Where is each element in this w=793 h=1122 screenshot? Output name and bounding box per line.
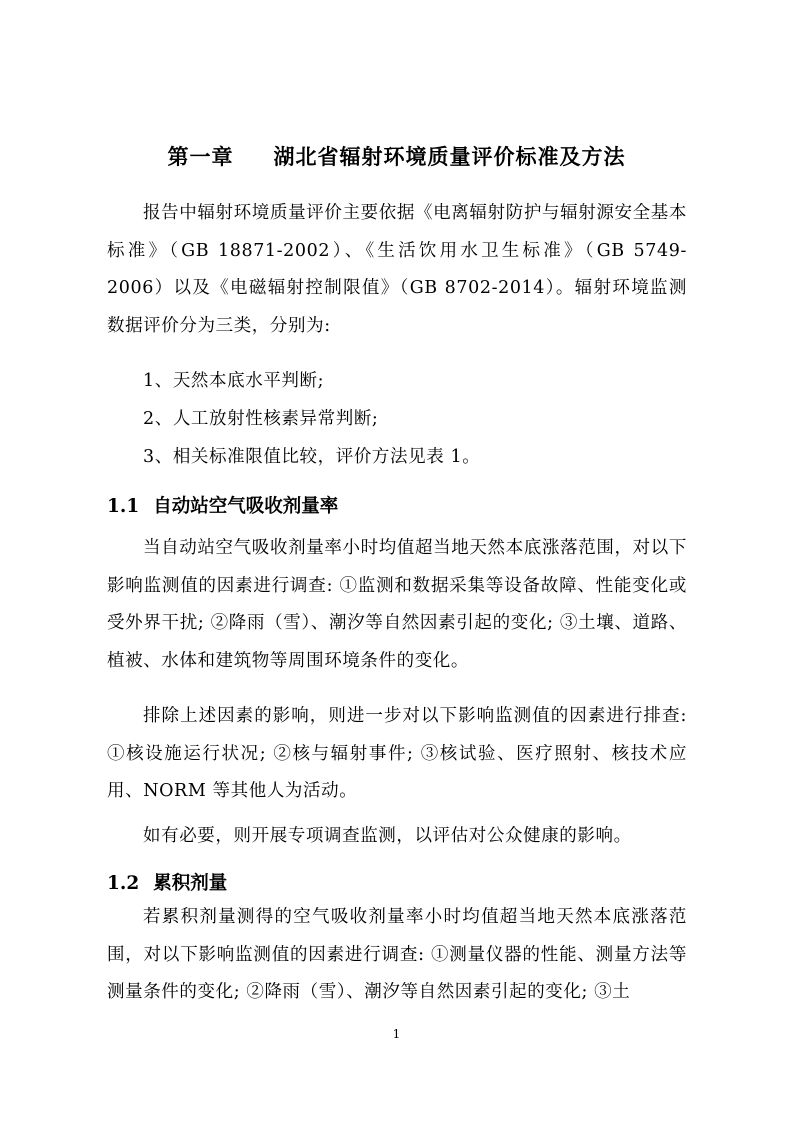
intro-paragraph: 报告中辐射环境质量评价主要依据《电离辐射防护与辐射源安全基本标准》（GB 18871-2002）、《生活饮用水卫生标准》（GB 5749-2006）以及《电磁辐射控制限值》（GB 8702-2014）。辐射环境监测数据评价分为三类，分别为: bbox=[107, 203, 687, 336]
list-item: 1、天然本底水平判断; bbox=[143, 371, 325, 391]
chapter-title bbox=[0, 141, 793, 171]
chapter-title-text: 湖北省辐射环境质量评价标准及方法 bbox=[273, 145, 626, 169]
page-number: 1 bbox=[392, 1027, 401, 1041]
list-item: 2、人工放射性核素异常判断; bbox=[143, 409, 379, 429]
section-number: 1.2 bbox=[107, 873, 140, 894]
section-1-1-paragraph-3: 如有必要，则开展专项调查监测，以评估对公众健康的影响。 bbox=[143, 826, 632, 846]
section-1-1-paragraph-1: 当自动站空气吸收剂量率小时均值超当地天然本底涨落范围，对以下影响监测值的因素进行调查: ①监测和数据采集等设备故障、性能变化或受外界干扰; ②降雨（雪）、潮汐等自然因素引起的变化; ③土壤、道路、植被、水体和建筑物等周围环境条件的变化。 bbox=[107, 538, 687, 671]
section-heading-1-1 bbox=[107, 492, 338, 518]
list-item: 3、相关标准限值比较，评价方法见表 1。 bbox=[143, 447, 481, 467]
section-title: 累积剂量 bbox=[153, 873, 228, 894]
section-1-1-paragraph-2: 排除上述因素的影响，则进一步对以下影响监测值的因素进行排查: ①核设施运行状况; ②核与辐射事件; ③核试验、医疗照射、核技术应用、NORM 等其他人为活动。 bbox=[107, 706, 687, 802]
chapter-number: 第一章 bbox=[167, 145, 234, 169]
section-number: 1.1 bbox=[107, 496, 140, 517]
section-title: 自动站空气吸收剂量率 bbox=[153, 496, 339, 517]
section-heading-1-2 bbox=[107, 869, 227, 895]
section-1-2-paragraph-1: 若累积剂量测得的空气吸收剂量率小时均值超当地天然本底涨落范围，对以下影响监测值的因素进行调查: ①测量仪器的性能、测量方法等测量条件的变化; ②降雨（雪）、潮汐等自然因素引起的变化; ③土 bbox=[107, 907, 687, 1003]
